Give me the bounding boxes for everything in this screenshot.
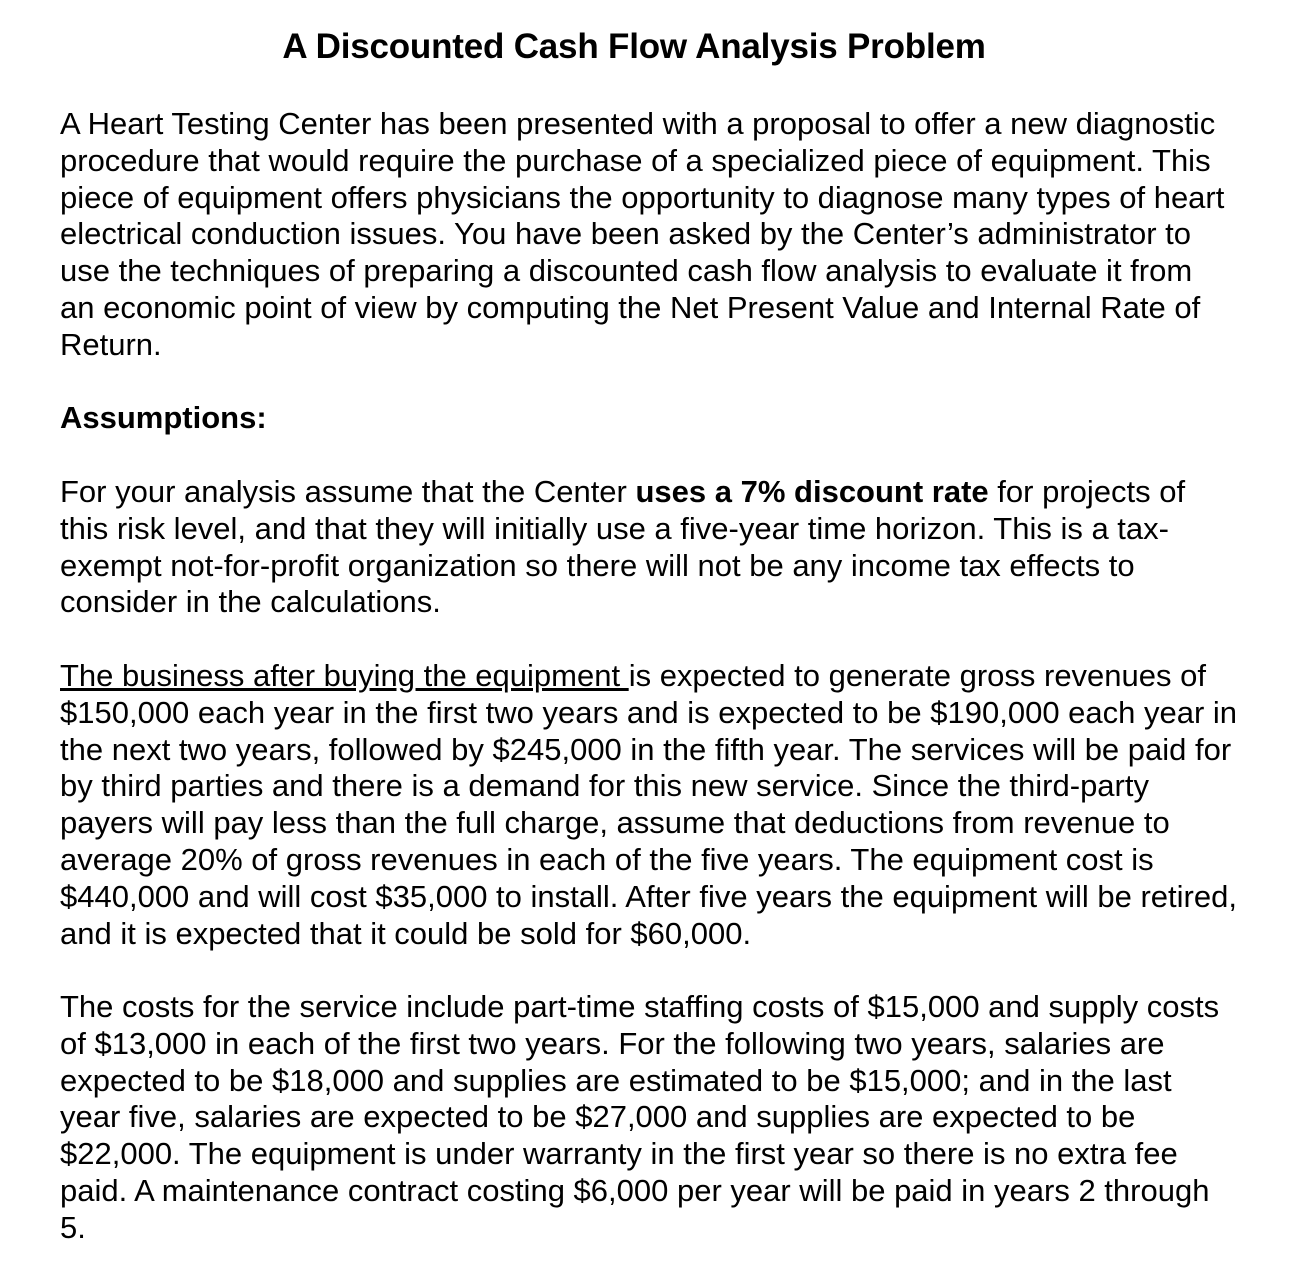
costs-paragraph: The costs for the service include part-time staffing costs of $15,000 and supply costs of $13,000 in each of the first two years. For the following two years, salaries are expected to be $18,000 and supplies are estimated to be $15,000; and in the last year five, salaries are expected to be $27,000 and supplies are expected to be $22,000. The equipment is under warranty in the first year so there is no extra fee paid. A maintenance contract costing $6,000 per year will be paid in years 2 through 5. bbox=[60, 989, 1220, 1245]
intro-paragraph: A Heart Testing Center has been presented with a proposal to offer a new diagnostic procedure that would require the purchase of a specialized piece of equipment. This piece of equipment offers physicians the opportunity to diagnose many types of heart electrical conduction issues. You have been asked by the Center’s administrator to use the techniques of preparing a discounted cash flow analysis to evaluate it from an economic point of view by computing the Net Present Value and Internal Rate of Return. bbox=[60, 106, 1225, 362]
assumptions-text-start: For your analysis assume that the Center bbox=[60, 474, 636, 509]
document-title: A Discounted Cash Flow Analysis Problem bbox=[282, 27, 986, 66]
assumptions-text-end: for projects of this risk level, and that they will initially use a five-year time horizon. This is a tax-exempt not-for-profit organization so there will not be any income tax effects to consider in the calculations. bbox=[60, 474, 1186, 620]
discount-rate-emphasis: uses a 7% discount rate bbox=[635, 474, 989, 509]
revenue-text: is expected to generate gross revenues of $150,000 each year in the first two years and is expected to be $190,000 each year in the next two years, followed by $245,000 in the fifth year. The services will be paid for by third parties and there is a demand for this new service. Since the third-party payers will pay less than the full charge, assume that deductions from revenue to average 20% of gross revenues in each of the five years. The equipment cost is $440,000 and will cost $35,000 to install. After five years the equipment will be retired, and it is expected that it could be sold for $60,000. bbox=[60, 658, 1238, 951]
assumptions-paragraph bbox=[60, 474, 1230, 621]
assumptions-heading: Assumptions: bbox=[60, 400, 267, 435]
revenue-underlined-lead: The business after buying the equipment bbox=[60, 658, 629, 693]
revenue-paragraph bbox=[60, 658, 1240, 952]
